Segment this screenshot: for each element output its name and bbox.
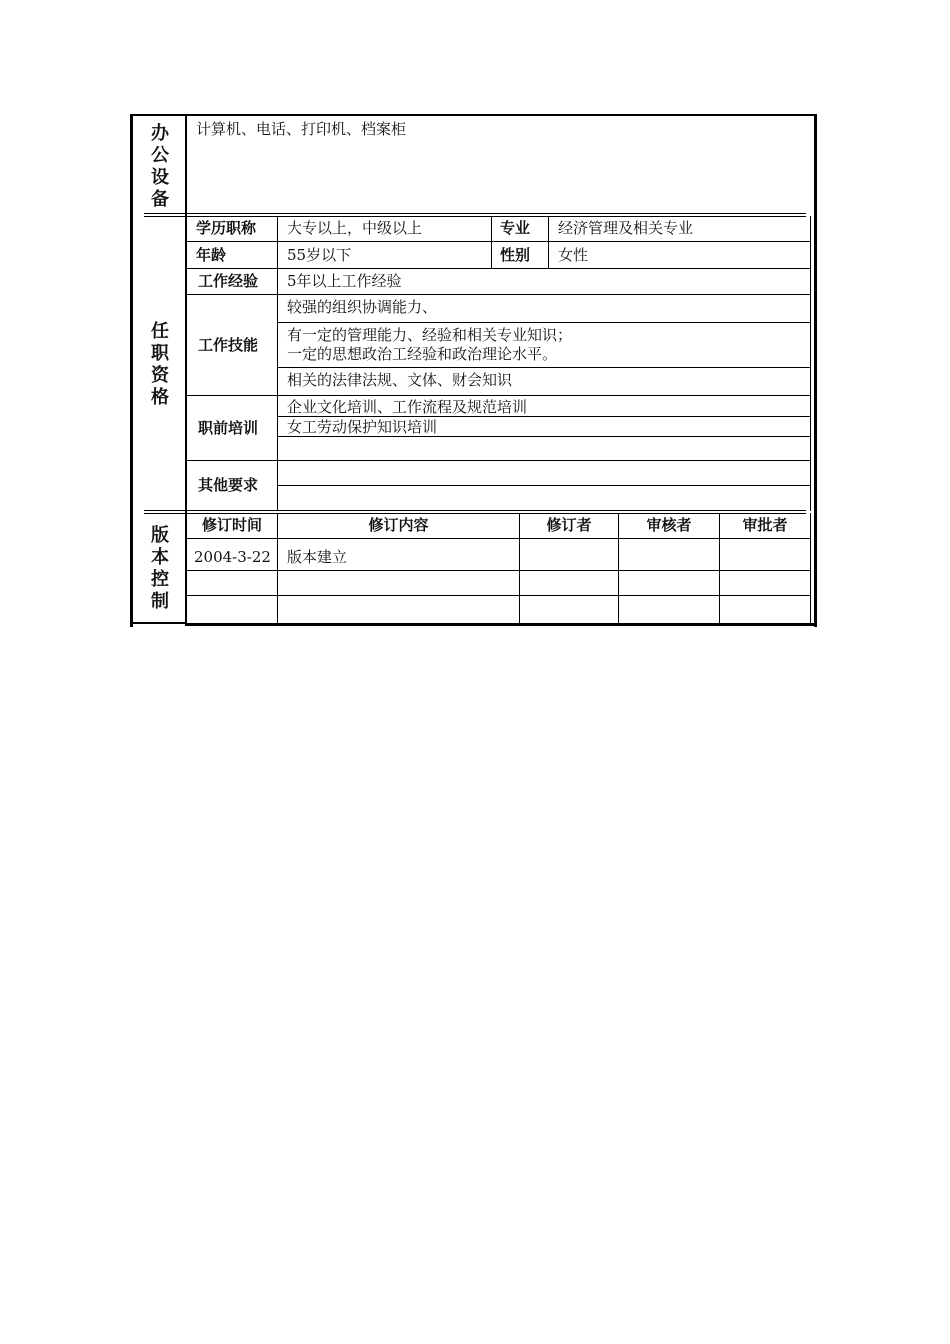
top-border [130,114,817,116]
row-line-3 [187,294,811,295]
bottom-border [185,623,817,626]
training-item: 企业文化培训、工作流程及规范培训 [287,398,528,416]
education-label: 学历职称 [196,219,257,237]
qual-label-divider [277,216,278,511]
vc-header-approver: 审批者 [742,516,788,534]
qual-right-edge [810,216,811,511]
qualifications-label: 任职资格 [151,321,169,408]
qual-mid-divider-a [491,216,492,269]
bottom-border-left [130,622,185,624]
experience-label: 工作经验 [198,272,259,290]
vc-row-line-1 [187,570,811,571]
job-description-table [130,114,818,627]
qual-mid-divider-b [548,216,549,269]
vc-row-line-2 [187,595,811,596]
vc-header-reviser: 修订者 [546,516,592,534]
gender-value: 女性 [558,246,589,264]
category-divider [185,114,187,624]
left-border [130,114,133,627]
row-line-2 [187,268,811,269]
office-equipment-value: 计算机、电话、打印机、档案柜 [196,120,407,138]
vc-row-content: 版本建立 [287,548,348,566]
training-item: 女工劳动保护知识培训 [287,418,438,436]
skill-item: 相关的法律法规、文体、财会知识 [287,371,513,389]
vc-col-5 [810,513,811,624]
vc-row-date: 2004-3-22 [194,548,271,566]
section-separator-1 [144,213,806,214]
row-line-1 [187,241,811,242]
age-label: 年龄 [196,246,227,264]
education-value: 大专以上，中级以上 [287,219,423,237]
vc-header-revision-content: 修订内容 [368,516,429,534]
section-separator-2 [144,510,806,511]
major-label: 专业 [500,219,531,237]
vc-header-revision-time: 修订时间 [201,516,262,534]
vc-header-reviewer: 审核者 [646,516,692,534]
other-requirements-label: 其他要求 [198,476,259,494]
row-line-other [278,485,811,486]
skill-item: 较强的组织协调能力、 [287,298,438,316]
vc-header-line [187,538,811,539]
skill-item: 有一定的管理能力、经验和相关专业知识； [287,326,573,344]
row-line-skill-1 [278,322,811,323]
major-value: 经济管理及相关专业 [558,219,694,237]
section-separator-2b [144,513,806,514]
training-label: 职前培训 [198,419,259,437]
age-value: 55岁以下 [287,246,352,264]
skills-label: 工作技能 [198,336,259,354]
right-border [814,114,817,627]
row-line-skill-2 [278,367,811,368]
office-equipment-label: 办公设备 [151,123,169,210]
version-control-label: 版本控制 [151,525,169,612]
skill-item: 一定的思想政治工经验和政治理论水平。 [287,345,558,363]
gender-label: 性别 [500,246,531,264]
section-separator-1b [144,216,806,217]
row-line-5 [187,460,811,461]
experience-value: 5年以上工作经验 [287,272,402,290]
row-line-4 [187,395,811,396]
